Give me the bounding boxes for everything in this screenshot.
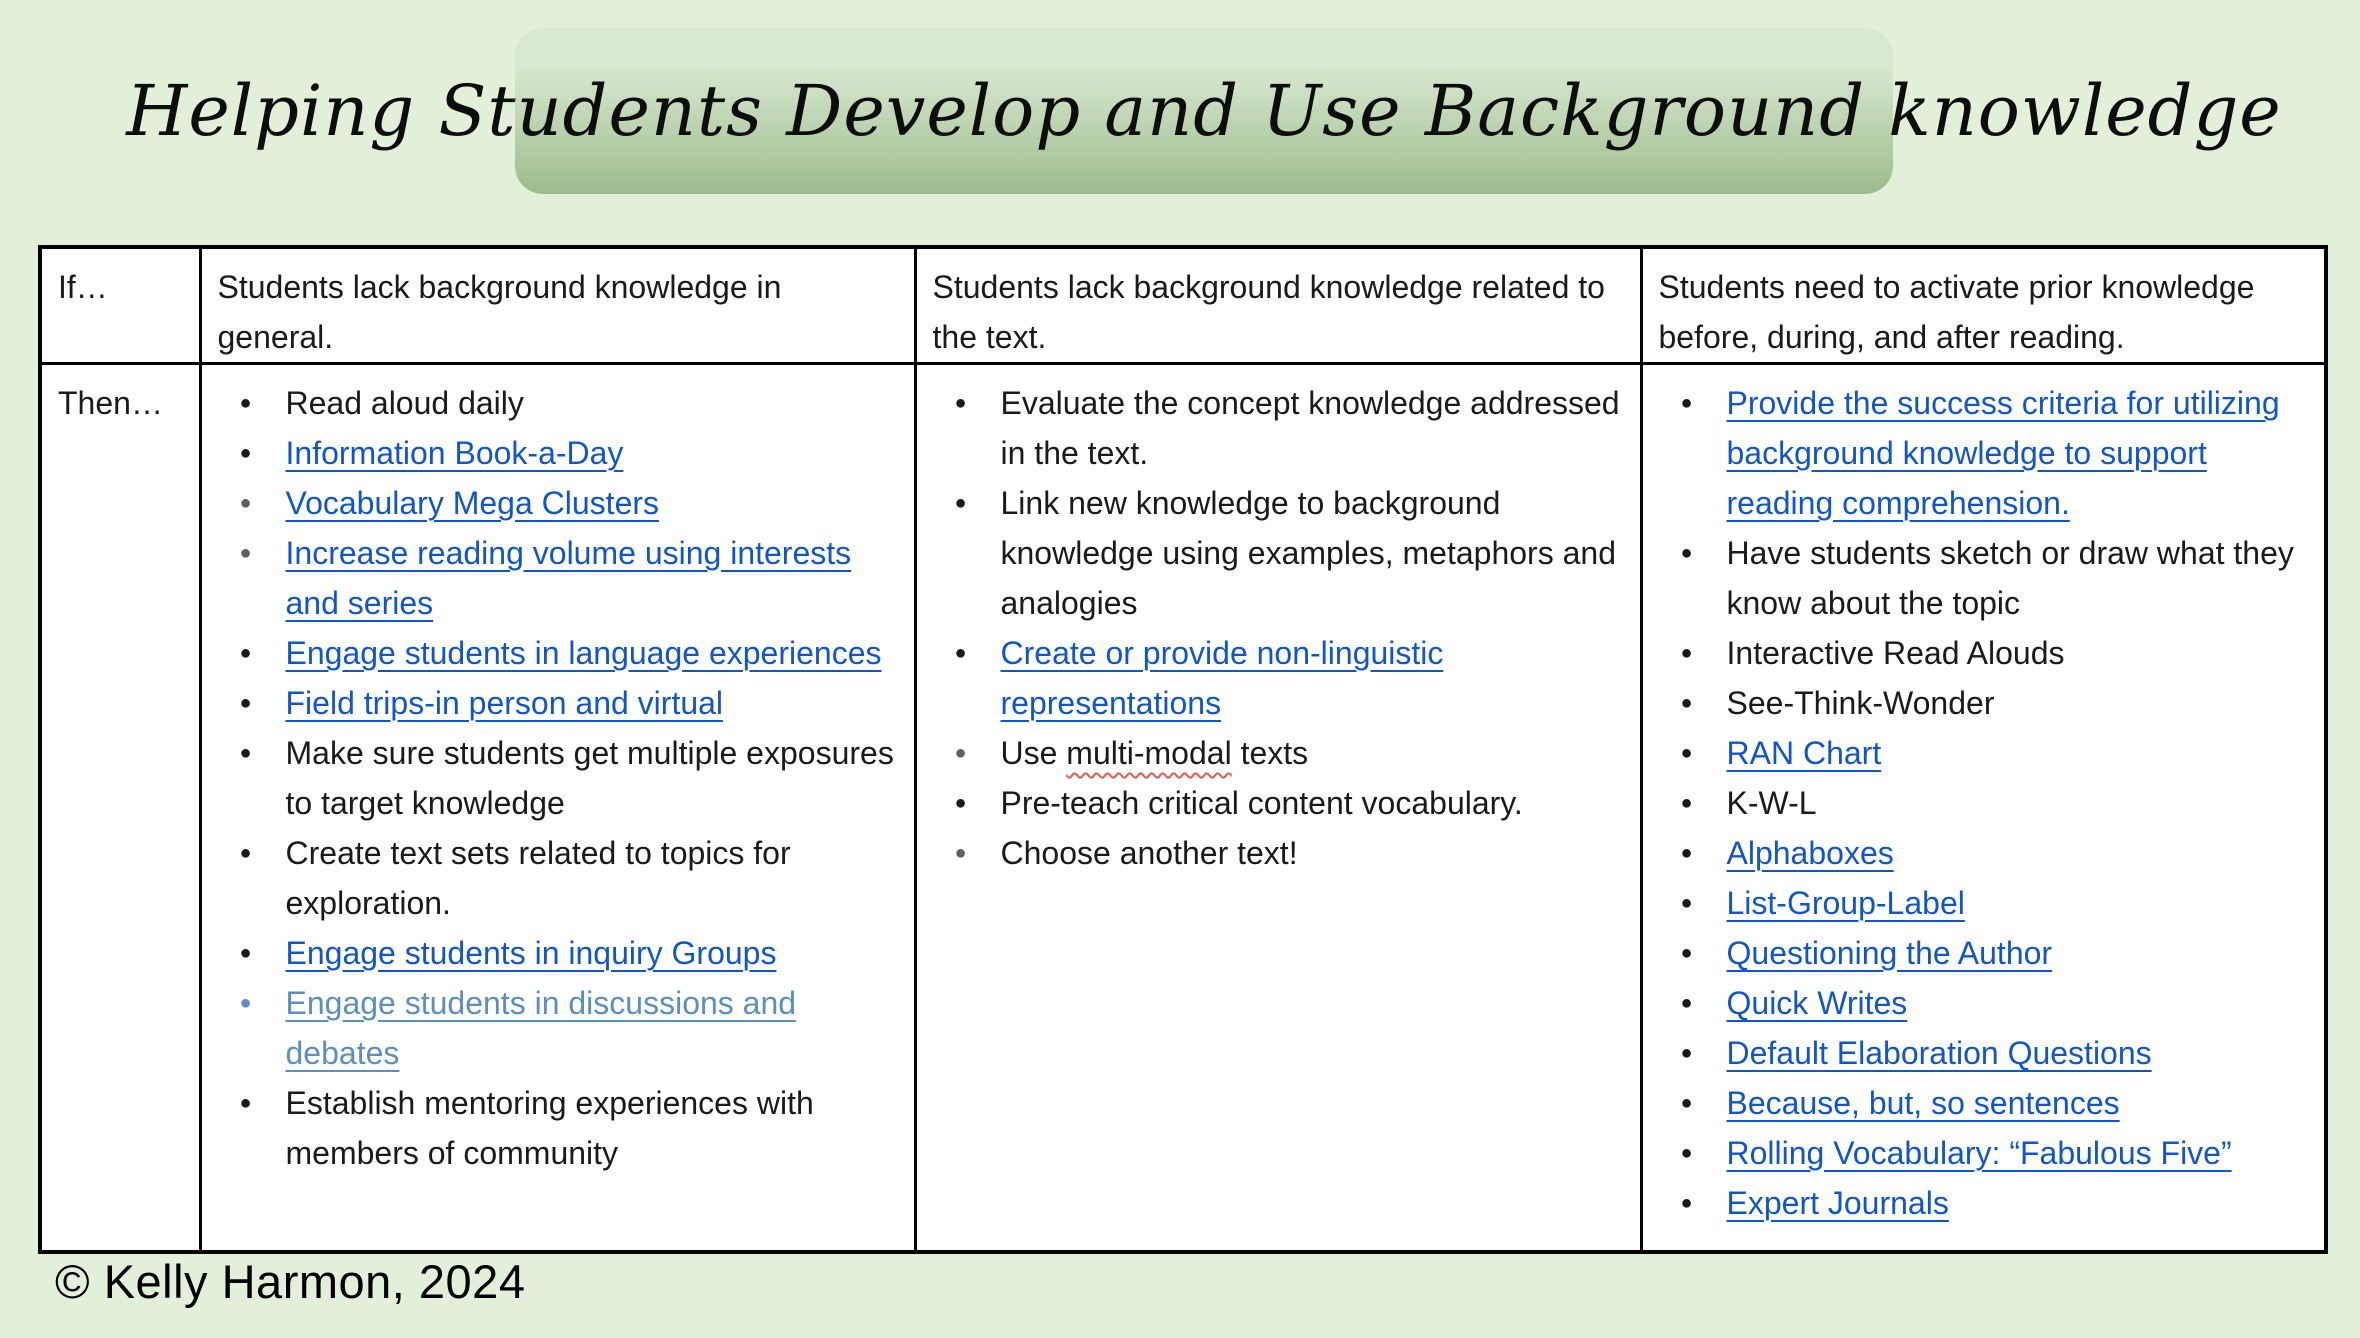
list-item	[917, 378, 1630, 478]
then-col-3	[1641, 364, 2326, 1252]
link[interactable]: RAN Chart	[1726, 735, 1882, 771]
list-item-text: Read aloud daily	[285, 385, 524, 421]
bullet-icon: ●	[1680, 892, 1693, 914]
bullet-icon: ●	[1680, 542, 1693, 564]
list-item	[1643, 1078, 2315, 1128]
list-item	[1643, 1178, 2315, 1228]
list-item	[202, 428, 904, 478]
link[interactable]: Rolling Vocabulary: “Fabulous Five”	[1726, 1135, 2232, 1171]
list-item-text: Use multi-modal texts	[1000, 735, 1309, 771]
bullet-icon: ●	[239, 942, 252, 964]
if-label: If…	[40, 247, 200, 364]
bullet-icon: ●	[1680, 392, 1693, 414]
list-item-text: Link new knowledge to background knowledge using examples, metaphors and analogies	[1000, 485, 1616, 621]
bullet-icon: ●	[1680, 942, 1693, 964]
then-col-2	[915, 364, 1641, 1252]
list-item-text: Evaluate the concept knowledge addressed in the text.	[1000, 385, 1620, 471]
bullet-icon: ●	[1680, 1092, 1693, 1114]
bullet-icon: ●	[239, 692, 252, 714]
list-item	[202, 628, 904, 678]
list-item	[1643, 928, 2315, 978]
link[interactable]: Vocabulary Mega Clusters	[285, 485, 660, 521]
title-banner	[126, 28, 2282, 194]
list-item-text: Make sure students get multiple exposures to target knowledge	[285, 735, 894, 821]
if-then-table	[38, 245, 2328, 1254]
bullet-icon: ●	[1680, 1042, 1693, 1064]
header-col-1: Students lack background knowledge in general.	[200, 247, 915, 364]
bullet-icon: ●	[239, 842, 252, 864]
bullet-icon: ●	[239, 492, 252, 514]
list-item	[1643, 878, 2315, 928]
list-item-text: Pre-teach critical content vocabulary.	[1000, 785, 1523, 821]
bullet-icon: ●	[954, 842, 967, 864]
list-item-text: Establish mentoring experiences with members of community	[285, 1085, 814, 1171]
link[interactable]: Provide the success criteria for utilizing background knowledge to support reading comprehension.	[1726, 385, 2280, 521]
list-item	[917, 828, 1630, 878]
bullet-icon: ●	[954, 792, 967, 814]
page-title: Helping Students Develop and Use Background knowledge	[126, 70, 2282, 152]
bullet-icon: ●	[239, 742, 252, 764]
list-item	[202, 378, 904, 428]
bullet-icon: ●	[239, 442, 252, 464]
bullet-icon: ●	[239, 992, 252, 1014]
bullet-icon: ●	[954, 742, 967, 764]
link[interactable]: Engage students in language experiences	[285, 635, 882, 671]
bullet-icon: ●	[1680, 792, 1693, 814]
list-item	[1643, 828, 2315, 878]
list-item	[202, 928, 904, 978]
bullet-icon: ●	[1680, 1192, 1693, 1214]
list-item	[202, 728, 904, 828]
list-item-text: See-Think-Wonder	[1726, 685, 1995, 721]
link[interactable]: Alphaboxes	[1726, 835, 1894, 871]
bullet-icon: ●	[954, 642, 967, 664]
list-item	[1643, 978, 2315, 1028]
list-item	[1643, 678, 2315, 728]
list-item	[202, 978, 904, 1078]
header-col-3: Students need to activate prior knowledge before, during, and after reading.	[1641, 247, 2326, 364]
link[interactable]: Default Elaboration Questions	[1726, 1035, 2152, 1071]
copyright: © Kelly Harmon, 2024	[55, 1255, 526, 1308]
list-item	[1643, 728, 2315, 778]
list-item-text: Interactive Read Alouds	[1726, 635, 2065, 671]
list-item	[917, 628, 1630, 728]
link[interactable]: Engage students in inquiry Groups	[285, 935, 777, 971]
list-item	[202, 828, 904, 928]
list-item	[1643, 378, 2315, 528]
list-item	[1643, 528, 2315, 628]
list-item	[1643, 1028, 2315, 1078]
bullet-icon: ●	[239, 392, 252, 414]
bullet-icon: ●	[1680, 692, 1693, 714]
list-item	[202, 528, 904, 628]
link[interactable]: Questioning the Author	[1726, 935, 2053, 971]
bullet-icon: ●	[1680, 992, 1693, 1014]
link[interactable]: Field trips-in person and virtual	[285, 685, 724, 721]
link[interactable]: Expert Journals	[1726, 1185, 1949, 1221]
list-item	[917, 778, 1630, 828]
link[interactable]: Create or provide non-linguistic representations	[1000, 635, 1444, 721]
bullet-icon: ●	[1680, 742, 1693, 764]
bullet-icon: ●	[239, 542, 252, 564]
link[interactable]: Information Book-a-Day	[285, 435, 624, 471]
list-item	[202, 478, 904, 528]
link[interactable]: Engage students in discussions and debates	[285, 985, 797, 1071]
misspelled-word: multi-modal	[1066, 735, 1232, 771]
then-col-1	[200, 364, 915, 1252]
list-item-text: Choose another text!	[1000, 835, 1298, 871]
bullet-icon: ●	[954, 392, 967, 414]
link[interactable]: Because, but, so sentences	[1726, 1085, 2120, 1121]
bullet-icon: ●	[239, 1092, 252, 1114]
list-item	[1643, 628, 2315, 678]
list-item	[202, 678, 904, 728]
list-item	[1643, 1128, 2315, 1178]
list-item	[202, 1078, 904, 1178]
list-item-text: Create text sets related to topics for exploration.	[285, 835, 791, 921]
list-item-text: Have students sketch or draw what they know about the topic	[1726, 535, 2294, 621]
list-item	[1643, 778, 2315, 828]
then-label: Then…	[40, 364, 200, 1252]
list-item	[917, 478, 1630, 628]
link[interactable]: Increase reading volume using interests and series	[285, 535, 852, 621]
bullet-icon: ●	[1680, 1142, 1693, 1164]
link[interactable]: Quick Writes	[1726, 985, 1908, 1021]
bullet-icon: ●	[954, 492, 967, 514]
bullet-icon: ●	[1680, 642, 1693, 664]
list-item	[917, 728, 1630, 778]
bullet-icon: ●	[239, 642, 252, 664]
then-row	[40, 364, 2326, 1252]
link[interactable]: List-Group-Label	[1726, 885, 1965, 921]
list-item-text: K-W-L	[1726, 785, 1817, 821]
bullet-icon: ●	[1680, 842, 1693, 864]
header-col-2: Students lack background knowledge related to the text.	[915, 247, 1641, 364]
header-row	[40, 247, 2326, 364]
